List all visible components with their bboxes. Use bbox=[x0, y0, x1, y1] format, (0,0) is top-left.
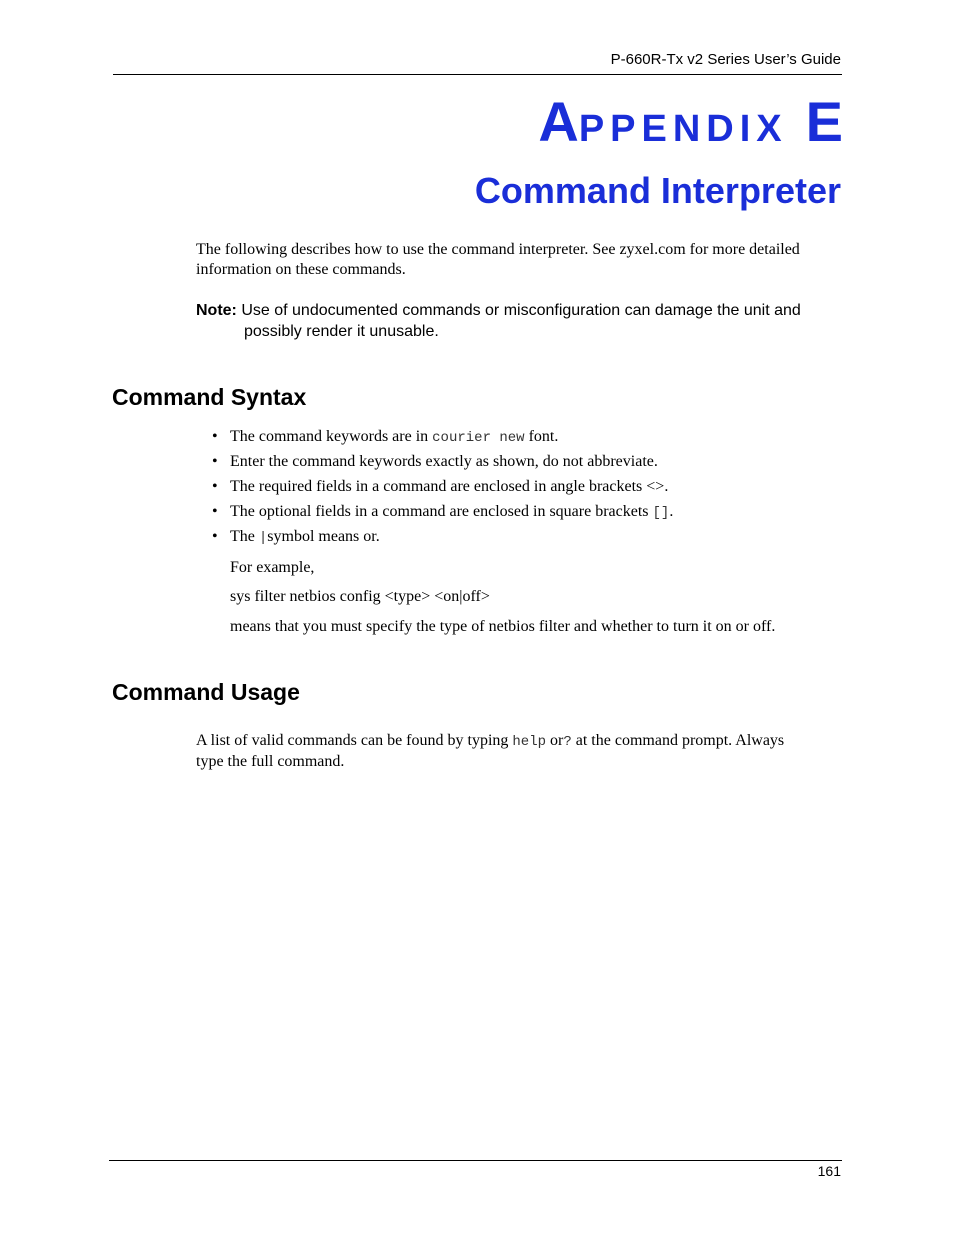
footer-divider bbox=[109, 1160, 842, 1161]
bullet-text: . bbox=[669, 503, 674, 520]
usage-text: or bbox=[546, 732, 564, 749]
usage-text: at the command prompt. Always bbox=[571, 732, 785, 749]
list-item bbox=[212, 477, 832, 502]
list-item bbox=[212, 452, 832, 477]
page-number: 161 bbox=[817, 1163, 841, 1179]
note-label: Note: bbox=[196, 302, 237, 319]
inline-code-question: ? bbox=[563, 734, 572, 750]
appendix-letter: E bbox=[805, 90, 843, 153]
bullet-icon: • bbox=[212, 428, 218, 445]
bullet-text: font. bbox=[524, 428, 559, 445]
inline-code: courier new bbox=[432, 430, 525, 446]
inline-code-help: help bbox=[512, 734, 547, 750]
usage-line-2: type the full command. bbox=[196, 753, 345, 770]
chapter-title: Command Interpreter bbox=[474, 170, 841, 211]
intro-paragraph bbox=[196, 240, 846, 280]
example-intro: For example, bbox=[230, 559, 315, 576]
appendix-word: PPENDIX bbox=[578, 108, 788, 150]
inline-code: [] bbox=[652, 505, 670, 521]
bullet-text: Enter the command keywords exactly as shown, do not abbreviate. bbox=[230, 453, 658, 470]
example-command: sys filter netbios config <type> <on|off> bbox=[230, 588, 490, 605]
warning-note bbox=[196, 300, 846, 342]
section-heading-usage: Command Usage bbox=[112, 679, 300, 705]
intro-line-1: The following describes how to use the command interpreter. See zyxel.com for more detailed bbox=[196, 241, 800, 258]
syntax-bullet-list bbox=[212, 427, 832, 552]
bullet-text: The required fields in a command are enclosed in angle brackets <>. bbox=[230, 478, 669, 495]
appendix-initial: A bbox=[538, 90, 579, 153]
usage-line-1 bbox=[196, 731, 846, 752]
note-text: Use of undocumented commands or misconfiguration can damage the unit and possibly render it unusable. bbox=[241, 302, 801, 340]
appendix-heading bbox=[538, 90, 843, 153]
bullet-icon: • bbox=[212, 478, 218, 495]
list-item bbox=[212, 527, 832, 552]
bullet-text: The bbox=[230, 528, 259, 545]
header-divider bbox=[113, 74, 842, 75]
bullet-icon: • bbox=[212, 453, 218, 470]
list-item bbox=[212, 502, 832, 527]
section-heading-syntax: Command Syntax bbox=[112, 384, 307, 410]
bullet-icon: • bbox=[212, 503, 218, 520]
inline-code: | bbox=[258, 530, 268, 546]
usage-text: A list of valid commands can be found by typing bbox=[196, 732, 513, 749]
list-item bbox=[212, 427, 832, 452]
intro-line-2: information on these commands. bbox=[196, 261, 406, 278]
example-explanation: means that you must specify the type of netbios filter and whether to turn it on or off. bbox=[230, 618, 776, 635]
usage-paragraph bbox=[196, 731, 846, 772]
bullet-text: The command keywords are in bbox=[230, 428, 433, 445]
bullet-text: The optional fields in a command are enclosed in square brackets bbox=[230, 503, 653, 520]
bullet-icon: • bbox=[212, 528, 218, 545]
bullet-text: symbol means or. bbox=[267, 528, 380, 545]
guide-title: P-660R-Tx v2 Series User’s Guide bbox=[610, 51, 841, 68]
